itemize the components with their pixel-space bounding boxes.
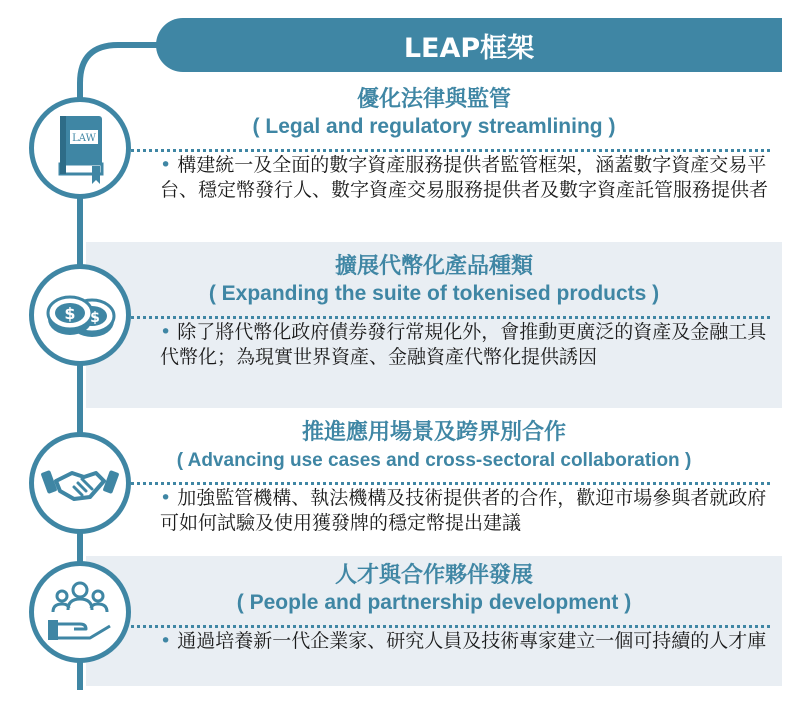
dotted-divider xyxy=(70,482,770,485)
coins-circle xyxy=(29,264,131,366)
coins-icon xyxy=(34,269,126,361)
dotted-divider xyxy=(70,149,770,152)
bullet-icon: • xyxy=(160,154,172,176)
banner-title: LEAP框架 xyxy=(403,32,535,64)
section-body-text: 加強監管機構、執法機構及技術提供者的合作，歡迎市場參與者就政府可如何試驗及使用獲發牌的穩定幣提出建議 xyxy=(160,487,767,534)
law-circle xyxy=(29,97,131,199)
section-body-text: 通過培養新一代企業家、研究人員及技術專家建立一個可持續的人才庫 xyxy=(177,630,767,652)
bullet-icon: • xyxy=(160,321,172,343)
section-title-en: ( Expanding the suite of tokenised products ) xyxy=(208,282,660,305)
law-label: LAW xyxy=(72,133,96,144)
svg-text:$: $ xyxy=(64,304,76,323)
handshake-icon xyxy=(34,437,126,529)
section-body xyxy=(160,629,778,654)
people-circle xyxy=(29,561,131,663)
bullet-icon: • xyxy=(160,630,172,652)
section-title-en: ( People and partnership development ) xyxy=(236,591,632,614)
section-body xyxy=(160,320,778,369)
people-hand-icon xyxy=(34,566,126,658)
section-title-zh: 擴展代幣化產品種類 xyxy=(334,254,533,279)
section-body xyxy=(160,153,778,202)
section-title-zh: 推進應用場景及跨界別合作 xyxy=(301,420,566,445)
svg-text:$: $ xyxy=(90,310,100,326)
handshake-circle xyxy=(29,432,131,534)
leap-banner xyxy=(156,18,782,72)
dotted-divider xyxy=(70,316,770,319)
section-body xyxy=(160,486,778,535)
section-title-en: ( Legal and regulatory streamlining ) xyxy=(252,115,616,138)
section-title-zh: 優化法律與監管 xyxy=(356,87,511,112)
section-title-en: ( Advancing use cases and cross-sectoral collaboration ) xyxy=(176,450,692,471)
section-body-text: 除了將代幣化政府債券發行常規化外，會推動更廣泛的資產及金融工具代幣化；為現實世界資產、金融資產代幣化提供誘因 xyxy=(160,321,767,368)
section-body-text: 構建統一及全面的數字資產服務提供者監管框架，涵蓋數字資產交易平台、穩定幣發行人、數字資產交易服務提供者及數字資產託管服務提供者 xyxy=(160,154,769,201)
law-book-icon xyxy=(34,102,126,194)
dotted-divider xyxy=(70,625,770,628)
section-title-zh: 人才與合作夥伴發展 xyxy=(334,563,533,588)
bullet-icon: • xyxy=(160,487,172,509)
